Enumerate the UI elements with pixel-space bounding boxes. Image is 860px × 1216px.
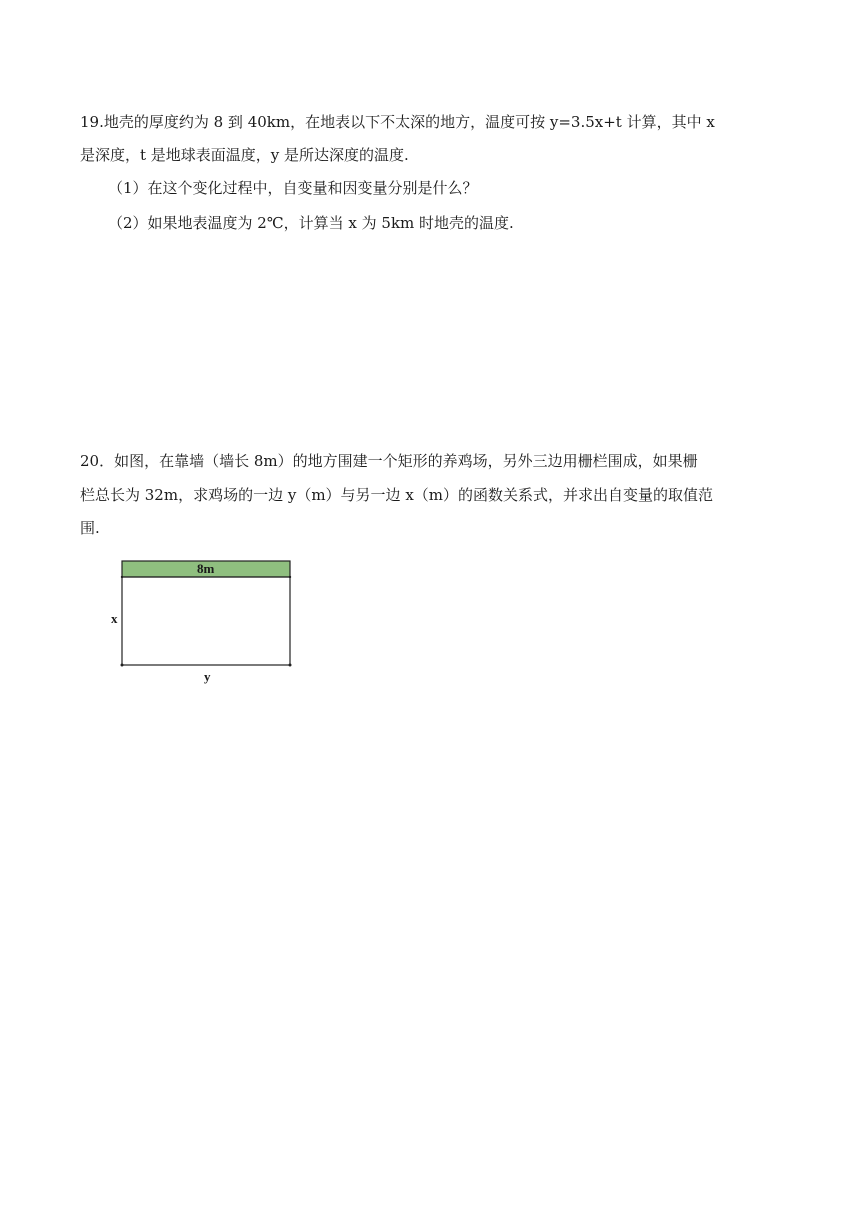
corner-dot (121, 664, 124, 667)
chicken-farm-figure (108, 556, 308, 688)
farm-rectangle (122, 577, 290, 665)
q20-line-2: 栏总长为 32m，求鸡场的一边 y（m）与另一边 x（m）的函数关系式，并求出自变量的取值范 (80, 486, 713, 504)
q20-line-3: 围. (80, 519, 100, 537)
q19-line-1: 19.地壳的厚度约为 8 到 40km，在地表以下不太深的地方，温度可按 y=3.5x+t 计算，其中 x (80, 113, 715, 131)
q19-part-2: （2）如果地表温度为 2℃，计算当 x 为 5km 时地壳的温度. (108, 214, 514, 232)
bottom-y-label: y (204, 669, 211, 684)
q19-part-1: （1）在这个变化过程中，自变量和因变量分别是什么？ (108, 179, 478, 197)
corner-dot (289, 576, 291, 578)
q19-line-2: 是深度，t 是地球表面温度，y 是所达深度的温度. (80, 146, 409, 164)
wall-length-label: 8m (197, 561, 215, 576)
corner-dot (121, 576, 123, 578)
corner-dot (289, 664, 292, 667)
q20-line-1: 20．如图，在靠墙（墙长 8m）的地方围建一个矩形的养鸡场，另外三边用栅栏围成，如果栅 (80, 452, 698, 470)
side-x-label: x (111, 611, 118, 626)
